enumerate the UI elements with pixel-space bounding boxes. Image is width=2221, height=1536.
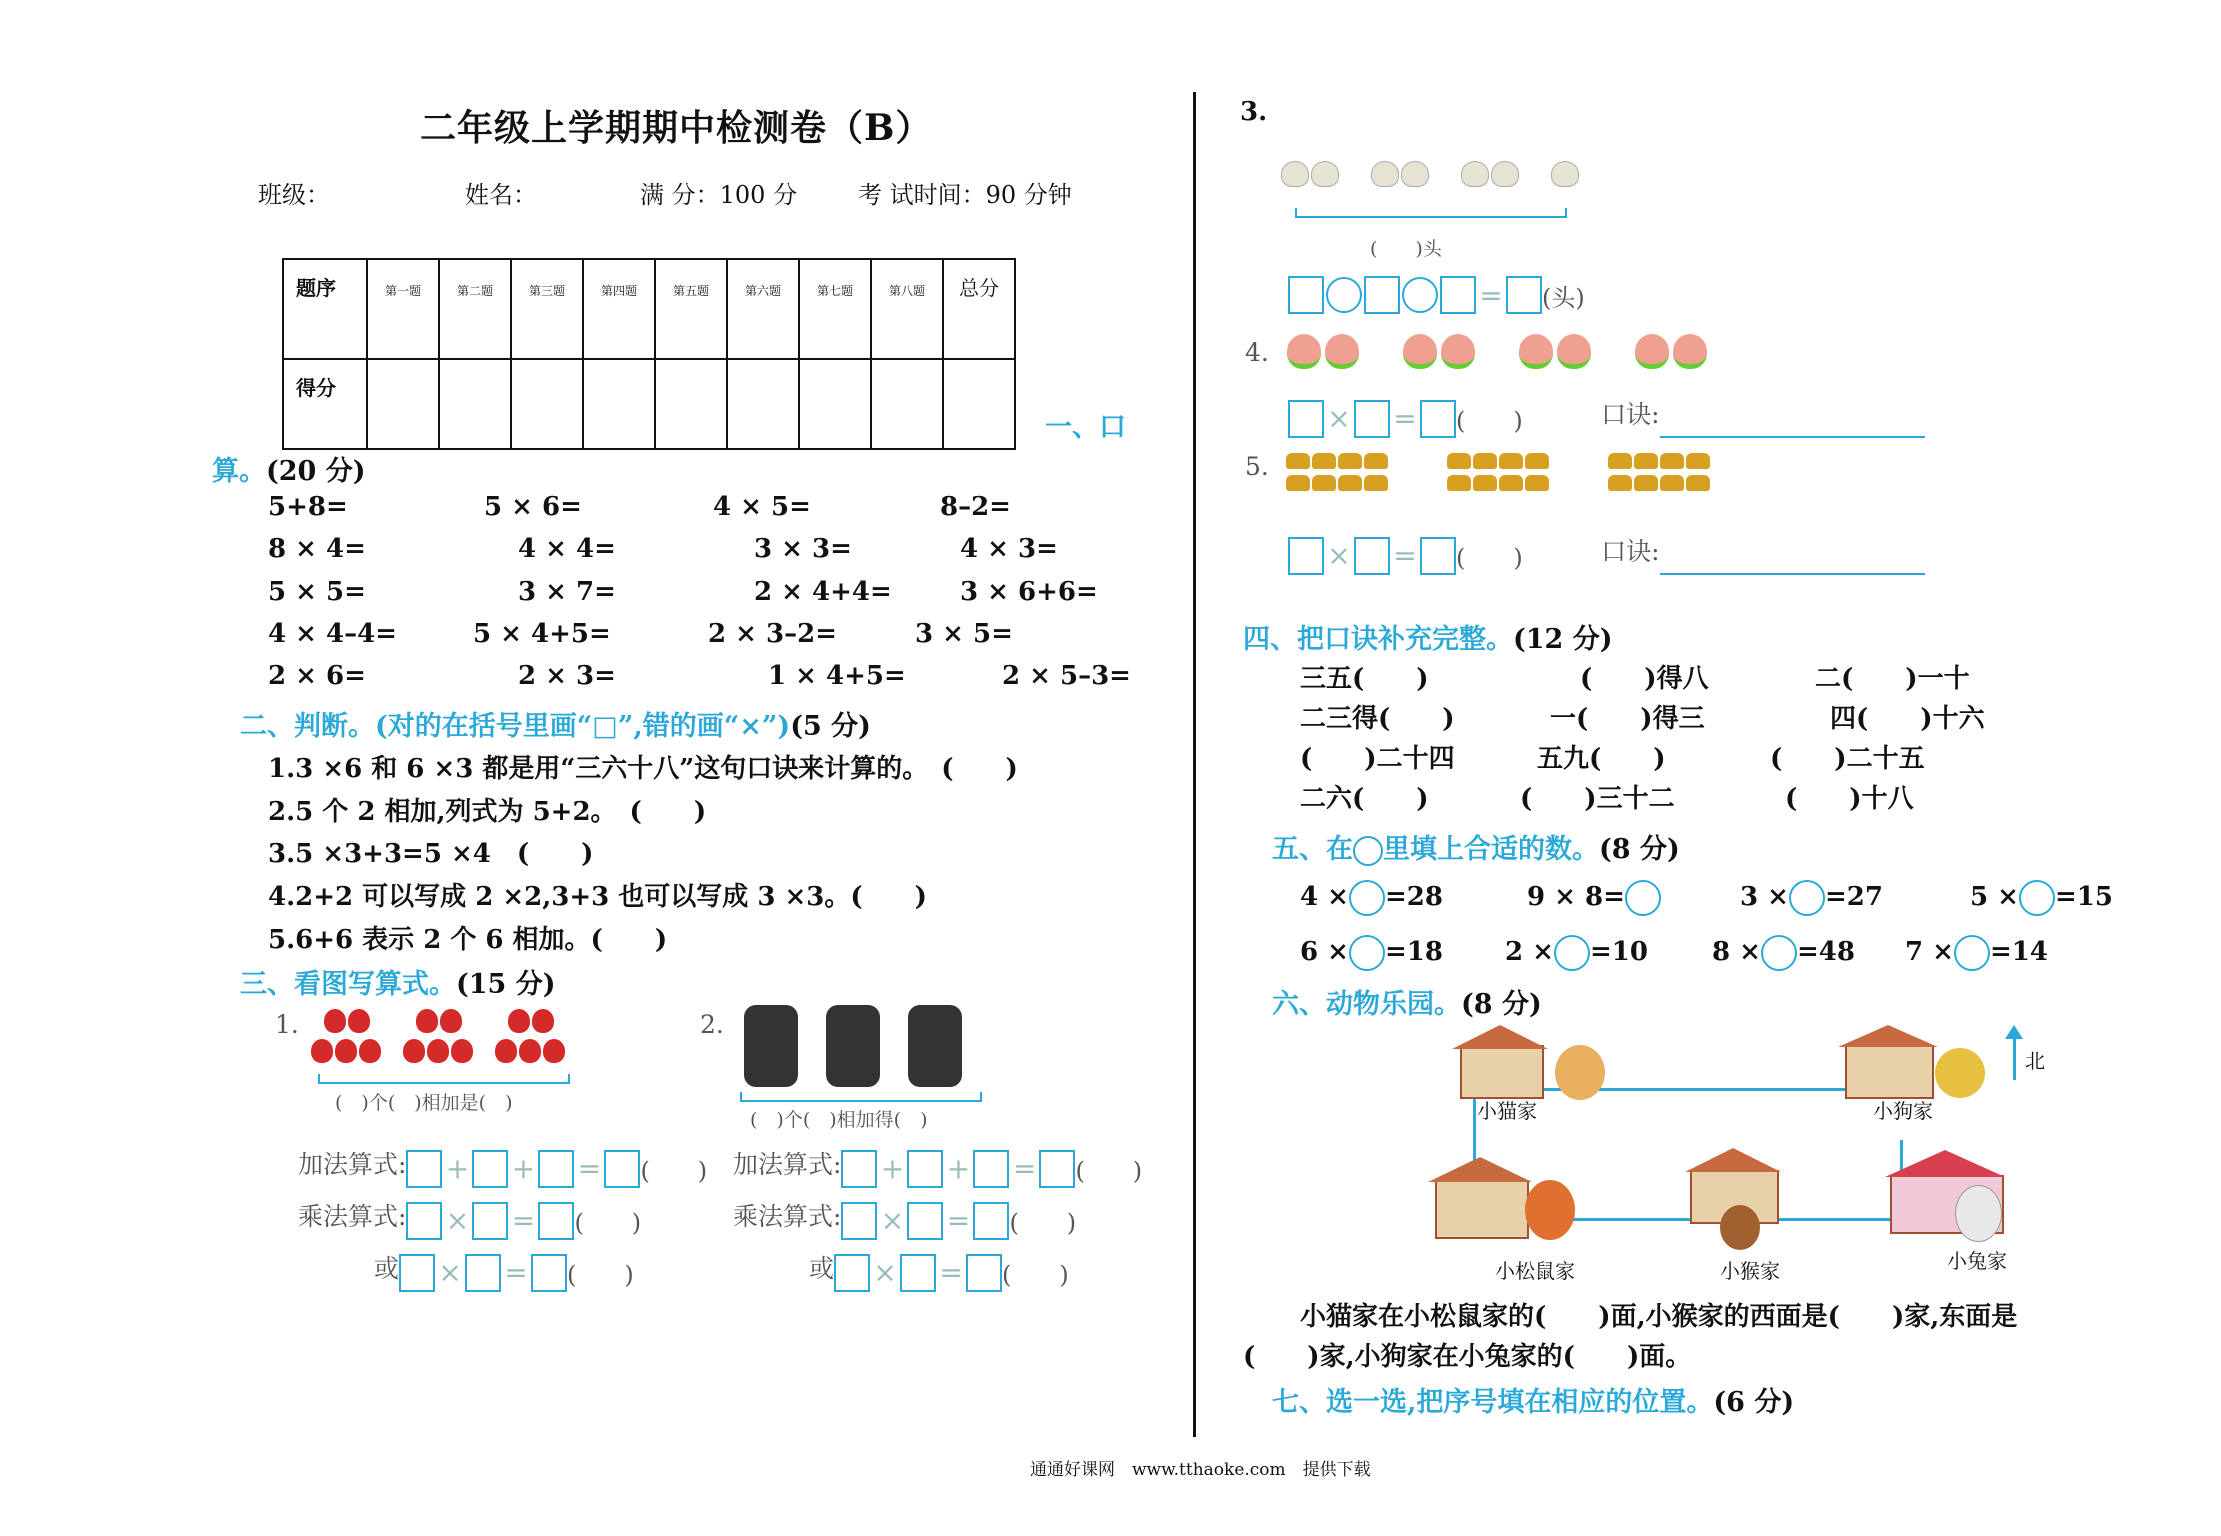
- fill-right: =15: [2054, 882, 2113, 912]
- q4-num: 4.: [1245, 338, 1269, 367]
- judge-item: 5.6+6 表示 2 个 6 相加。( ): [268, 925, 668, 955]
- answer-box[interactable]: [1440, 276, 1476, 314]
- answer-box[interactable]: [973, 1202, 1009, 1240]
- calc-item: 4 × 3=: [960, 534, 1058, 564]
- section2-title: [240, 704, 871, 743]
- score-cell[interactable]: [367, 359, 439, 449]
- fill-item: [1505, 935, 1648, 971]
- section1-title-a: 一、口: [1045, 412, 1126, 443]
- koujue-item: 二六( ): [1300, 784, 1429, 814]
- section7-points: (6 分): [1713, 1387, 1795, 1418]
- section4-title: [1243, 617, 1613, 656]
- pic1-mul-row: 乘法算式: × = ( ): [298, 1197, 641, 1240]
- judge-item: 2.5 个 2 相加,列式为 5+2。 ( ): [268, 797, 707, 827]
- fill-item: [1527, 880, 1661, 916]
- peaches-image: [1285, 332, 1709, 375]
- calc-item: 2 × 4+4=: [754, 577, 892, 607]
- page-title: 二年级上学期期中检测卷（B）: [420, 107, 933, 149]
- answer-box[interactable]: [907, 1150, 943, 1188]
- section1-title: [212, 449, 366, 488]
- map-question-line2: ( )家,小狗家在小兔家的( )面。: [1243, 1342, 1692, 1372]
- score-cell[interactable]: [511, 359, 583, 449]
- q4-equation: × = ( ) 口诀:: [1288, 395, 1925, 438]
- section6-points: (8 分): [1461, 989, 1542, 1020]
- answer-box[interactable]: [1288, 400, 1324, 438]
- exam-time: 考 试时间：90 分钟: [858, 181, 1072, 209]
- answer-box[interactable]: [900, 1254, 936, 1292]
- or-label: 或: [374, 1254, 400, 1283]
- koujue-item: 五九( ): [1537, 744, 1666, 774]
- calc-item: 5 × 5=: [268, 577, 366, 607]
- score-cell[interactable]: [439, 359, 511, 449]
- unit-paren: ( ): [1456, 407, 1523, 435]
- op-circle[interactable]: [1326, 277, 1362, 313]
- binoculars-image: [730, 1005, 976, 1091]
- apples-image: [310, 1008, 580, 1068]
- answer-box[interactable]: [399, 1254, 435, 1292]
- fill-circle[interactable]: [1954, 935, 1990, 971]
- or-label: 或: [809, 1254, 835, 1283]
- koujue-item: 四( )十六: [1830, 704, 1985, 734]
- section2-points: (5 分): [790, 711, 871, 742]
- north-label: 北: [2025, 1049, 2045, 1073]
- pic1-or-row: 或 × = ( ): [374, 1249, 634, 1292]
- full-score: 满 分：100 分: [640, 181, 798, 209]
- q3-num: 3.: [1240, 97, 1268, 127]
- add-label: 加法算式:: [298, 1150, 407, 1179]
- section3-title-text: 三、看图写算式。: [240, 969, 456, 1000]
- koujue-item: ( )十八: [1785, 784, 1914, 814]
- fill-left: 6 ×: [1300, 937, 1349, 967]
- fill-left: 8 ×: [1712, 937, 1761, 967]
- fill-left: 2 ×: [1505, 937, 1554, 967]
- squirrel-home-label: 小松鼠家: [1495, 1259, 1575, 1283]
- score-table-row2-head: 得分: [283, 359, 367, 449]
- fill-item: [1970, 880, 2113, 916]
- pic1-add-row: 加法算式: + + = ( ): [298, 1145, 707, 1188]
- pic2-mul-row: 乘法算式: × = ( ): [733, 1197, 1076, 1240]
- unit-paren: ( ): [1009, 1209, 1077, 1237]
- mul-label: 乘法算式:: [298, 1202, 407, 1231]
- squirrel-roof-icon: [1428, 1157, 1532, 1182]
- class-label: 班级：: [258, 181, 330, 209]
- q5-num: 5.: [1245, 452, 1269, 481]
- score-cell[interactable]: [655, 359, 727, 449]
- calc-item: 2 × 3=: [518, 661, 616, 691]
- op-circle[interactable]: [1402, 277, 1438, 313]
- koujue-item: ( )二十五: [1770, 744, 1925, 774]
- fill-left: 9 × 8=: [1527, 882, 1625, 912]
- score-table-row1-head: 题序: [283, 259, 367, 359]
- pic1-caption: ( )个( )相加是( ): [335, 1092, 513, 1114]
- section6-title: [1272, 982, 1542, 1021]
- answer-box[interactable]: [966, 1254, 1002, 1292]
- calc-item: 3 × 3=: [754, 534, 852, 564]
- section7-title-text: 七、选一选,把序号填在相应的位置。: [1272, 1387, 1714, 1418]
- monkey-roof-icon: [1685, 1148, 1781, 1172]
- fill-item: [1905, 935, 2048, 971]
- kj-label: 口诀:: [1601, 537, 1660, 566]
- section5-title: [1272, 827, 1680, 866]
- dog-icon: [1935, 1048, 1985, 1098]
- answer-box[interactable]: [1354, 537, 1390, 575]
- calc-item: 5 × 4+5=: [473, 619, 611, 649]
- cat-home-label: 小猫家: [1477, 1099, 1537, 1123]
- pic1-num: 1.: [275, 1010, 299, 1039]
- answer-box[interactable]: [1288, 537, 1324, 575]
- answer-box[interactable]: [406, 1202, 442, 1240]
- calc-item: 5+8=: [268, 492, 348, 522]
- q5-equation: × = ( ) 口诀:: [1288, 532, 1925, 575]
- fill-right: =10: [1589, 937, 1648, 967]
- section3-title: [240, 962, 556, 1001]
- answer-box[interactable]: [907, 1202, 943, 1240]
- fill-left: 7 ×: [1905, 937, 1954, 967]
- rabbit-home-label: 小兔家: [1947, 1249, 2007, 1273]
- calc-item: 2 × 5–3=: [1002, 661, 1131, 691]
- answer-box[interactable]: [1506, 276, 1542, 314]
- calc-item: 1 × 4+5=: [768, 661, 906, 691]
- koujue-item: ( )二十四: [1300, 744, 1455, 774]
- fill-circle[interactable]: [1349, 880, 1385, 916]
- cat-icon: [1555, 1045, 1605, 1100]
- section5-points: (8 分): [1599, 834, 1680, 865]
- section1-title-b: 算。: [212, 456, 266, 487]
- monkey-icon: [1720, 1205, 1760, 1250]
- north-arrowhead-icon: [2005, 1025, 2023, 1039]
- calc-item: 3 × 6+6=: [960, 577, 1098, 607]
- dog-house-icon: [1845, 1045, 1934, 1099]
- unit-paren: ( ): [1002, 1261, 1069, 1289]
- answer-box[interactable]: [1420, 537, 1456, 575]
- score-col: 第五题: [655, 259, 727, 359]
- answer-box[interactable]: [472, 1202, 508, 1240]
- fill-right: =18: [1384, 937, 1443, 967]
- footer-text: 通通好课网 www.tthaoke.com 提供下载: [1030, 1460, 1371, 1480]
- section2-title-text: 二、判断。(对的在括号里画“□”,错的画“×”): [240, 711, 791, 742]
- answer-box[interactable]: [841, 1202, 877, 1240]
- score-col: 第三题: [511, 259, 583, 359]
- monkey-home-label: 小猴家: [1720, 1259, 1780, 1283]
- answer-box[interactable]: [834, 1254, 870, 1292]
- unit-paren: ( ): [1075, 1157, 1143, 1185]
- section5-title-b: 里填上合适的数。: [1383, 834, 1599, 865]
- score-col: 第七题: [799, 259, 871, 359]
- calc-item: 4 × 4=: [518, 534, 616, 564]
- section6-title-text: 六、动物乐园。: [1272, 989, 1461, 1020]
- squirrel-house-icon: [1435, 1180, 1529, 1239]
- pic2-caption: ( )个( )相加得( ): [750, 1109, 928, 1131]
- answer-box[interactable]: [841, 1150, 877, 1188]
- koujue-item: 二( )一十: [1815, 664, 1970, 694]
- section4-title-text: 四、把口诀补充完整。: [1243, 624, 1513, 655]
- answer-box[interactable]: [538, 1202, 574, 1240]
- rabbit-icon: [1955, 1185, 2002, 1242]
- score-cell[interactable]: [871, 359, 943, 449]
- kj-label: 口诀:: [1601, 400, 1660, 429]
- calc-item: 3 × 5=: [915, 619, 1013, 649]
- cars-image: [1285, 452, 1765, 496]
- section5-title-a: 五、在: [1272, 834, 1353, 865]
- fill-circle[interactable]: [1554, 935, 1590, 971]
- answer-box[interactable]: [465, 1254, 501, 1292]
- answer-box[interactable]: [406, 1150, 442, 1188]
- koujue-item: ( )得八: [1580, 664, 1709, 694]
- cat-roof-icon: [1452, 1025, 1548, 1049]
- judge-item: 1.3 ×6 和 6 ×3 都是用“三六十八”这句口诀来计算的。 ( ): [268, 754, 1018, 784]
- score-col: 第一题: [367, 259, 439, 359]
- judge-item: 4.2+2 可以写成 2 ×2,3+3 也可以写成 3 ×3。( ): [268, 882, 927, 912]
- judge-item: 3.5 ×3+3=5 ×4 ( ): [268, 839, 594, 869]
- cat-house-icon: [1460, 1045, 1544, 1099]
- section3-points: (15 分): [456, 969, 556, 1000]
- kj-answer-line[interactable]: [1660, 410, 1925, 438]
- score-cell[interactable]: [943, 359, 1015, 449]
- score-table: [282, 258, 1016, 450]
- koujue-item: 三五( ): [1300, 664, 1429, 694]
- dog-home-label: 小狗家: [1873, 1099, 1933, 1123]
- score-col: 第八题: [871, 259, 943, 359]
- dog-roof-icon: [1838, 1025, 1938, 1047]
- unit-paren: ( ): [567, 1261, 634, 1289]
- mul-label: 乘法算式:: [733, 1202, 842, 1231]
- fill-right: =14: [1989, 937, 2048, 967]
- answer-box[interactable]: [973, 1150, 1009, 1188]
- fill-item: [1300, 880, 1443, 916]
- score-cell[interactable]: [727, 359, 799, 449]
- fill-left: 3 ×: [1740, 882, 1789, 912]
- fill-circle[interactable]: [1761, 935, 1797, 971]
- fill-left: 4 ×: [1300, 882, 1349, 912]
- answer-box[interactable]: [1364, 276, 1400, 314]
- fill-item: [1300, 935, 1443, 971]
- column-divider: [1193, 92, 1196, 1437]
- section4-points: (12 分): [1513, 624, 1613, 655]
- garlic-image: [1280, 160, 1580, 192]
- apples-brace: [318, 1074, 570, 1084]
- binoculars-brace: [740, 1092, 982, 1102]
- fill-circle[interactable]: [1789, 880, 1825, 916]
- squirrel-icon: [1525, 1180, 1575, 1240]
- q3-unit: (头): [1542, 283, 1585, 312]
- score-col: 第二题: [439, 259, 511, 359]
- garlic-brace: [1295, 208, 1567, 218]
- calc-item: 2 × 6=: [268, 661, 366, 691]
- score-col: 第四题: [583, 259, 655, 359]
- add-label: 加法算式:: [733, 1150, 842, 1179]
- koujue-item: 一( )得三: [1550, 704, 1705, 734]
- section1-points: (20 分): [266, 456, 366, 487]
- calc-item: 3 × 7=: [518, 577, 616, 607]
- pic2-num: 2.: [700, 1010, 724, 1039]
- answer-box[interactable]: [538, 1150, 574, 1188]
- fill-right: =28: [1384, 882, 1443, 912]
- answer-box[interactable]: [472, 1150, 508, 1188]
- fill-right: =48: [1796, 937, 1855, 967]
- fill-item: [1740, 880, 1883, 916]
- unit-paren: ( ): [574, 1209, 642, 1237]
- score-cell[interactable]: [799, 359, 871, 449]
- section7-title: [1272, 1380, 1794, 1419]
- answer-box[interactable]: [1288, 276, 1324, 314]
- answer-box[interactable]: [531, 1254, 567, 1292]
- score-col: 第六题: [727, 259, 799, 359]
- map-question-line1: 小猫家在小松鼠家的( )面,小猴家的西面是( )家,东面是: [1300, 1302, 2018, 1332]
- calc-item: 8–2=: [940, 492, 1011, 522]
- q3-equation: = (头): [1288, 276, 1585, 314]
- pic2-add-row: 加法算式: + + = ( ): [733, 1145, 1142, 1188]
- answer-box[interactable]: [1354, 400, 1390, 438]
- pic2-or-row: 或 × = ( ): [809, 1249, 1069, 1292]
- fill-item: [1712, 935, 1855, 971]
- fill-circle[interactable]: [2019, 880, 2055, 916]
- koujue-item: 二三得( ): [1300, 704, 1455, 734]
- answer-box[interactable]: [1039, 1150, 1075, 1188]
- circle-icon: [1353, 836, 1383, 866]
- unit-paren: ( ): [1456, 544, 1523, 572]
- fill-circle[interactable]: [1625, 880, 1661, 916]
- answer-box[interactable]: [604, 1150, 640, 1188]
- score-cell[interactable]: [583, 359, 655, 449]
- calc-item: 4 × 4–4=: [268, 619, 397, 649]
- name-label: 姓名：: [465, 181, 537, 209]
- rabbit-roof-icon: [1885, 1150, 2005, 1177]
- calc-item: 8 × 4=: [268, 534, 366, 564]
- answer-box[interactable]: [1420, 400, 1456, 438]
- fill-circle[interactable]: [1349, 935, 1385, 971]
- q3-caption: ( )头: [1370, 238, 1442, 260]
- score-col-total: 总分: [943, 259, 1015, 359]
- koujue-item: ( )三十二: [1520, 784, 1675, 814]
- unit-paren: ( ): [640, 1157, 708, 1185]
- kj-answer-line[interactable]: [1660, 547, 1925, 575]
- fill-right: =27: [1824, 882, 1883, 912]
- calc-item: 4 × 5=: [713, 492, 811, 522]
- calc-item: 5 × 6=: [484, 492, 582, 522]
- calc-item: 2 × 3–2=: [708, 619, 837, 649]
- fill-left: 5 ×: [1970, 882, 2019, 912]
